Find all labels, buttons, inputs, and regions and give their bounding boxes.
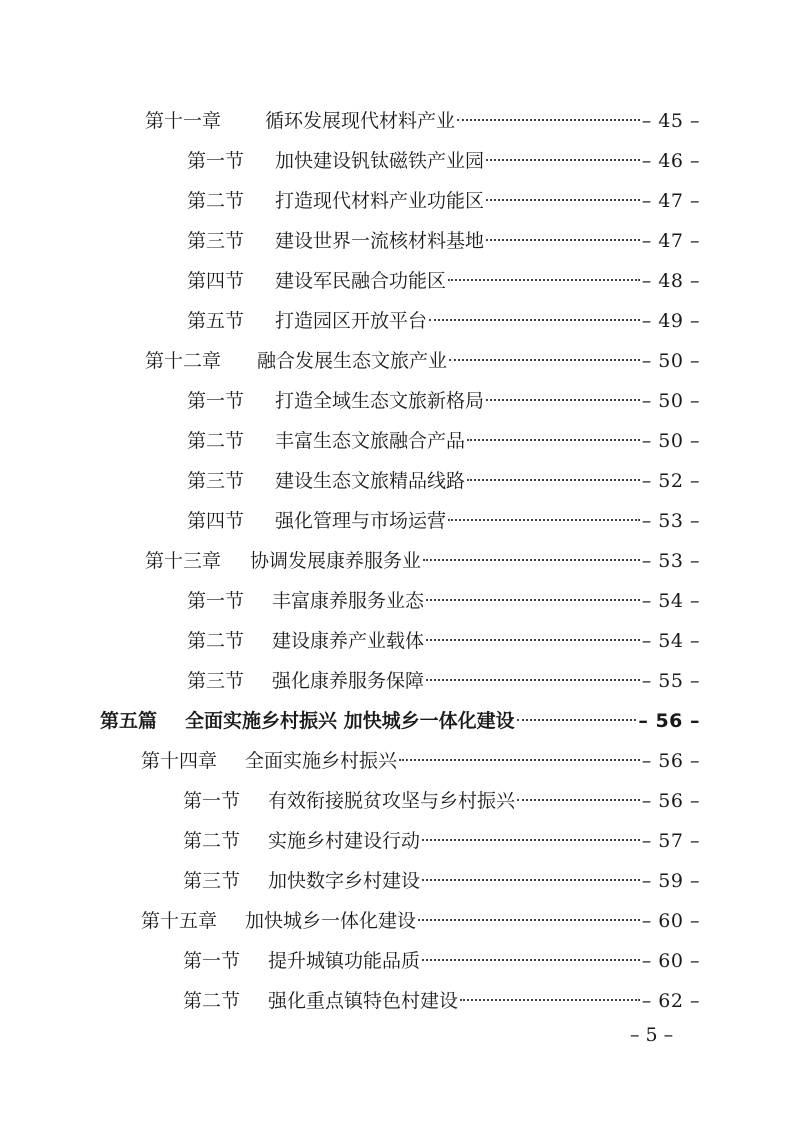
dot-leader xyxy=(486,159,640,161)
toc-entry-section[interactable] xyxy=(183,941,700,981)
toc-entry-title: 加快数字乡村建设 xyxy=(268,870,421,892)
toc-entry-page: – 54 – xyxy=(641,590,700,612)
toc-entry-label: 第十三章 xyxy=(145,550,222,572)
toc-entry-section[interactable] xyxy=(187,181,700,221)
toc-entry-section[interactable] xyxy=(183,981,700,1021)
toc-entry-page: – 45 – xyxy=(641,110,700,132)
page-number: – 5 – xyxy=(630,1024,674,1046)
toc-entry-section[interactable] xyxy=(187,301,700,341)
toc-entry-label: 第二节 xyxy=(187,190,245,212)
toc-entry-section[interactable] xyxy=(187,261,700,301)
toc-entry-chapter[interactable] xyxy=(145,101,700,141)
toc-entry-page: – 54 – xyxy=(641,630,700,652)
toc-entry-label: 第十二章 xyxy=(145,350,222,372)
dot-leader xyxy=(460,999,640,1001)
toc-entry-label: 第一节 xyxy=(187,390,245,412)
toc-entry-label: 第一节 xyxy=(183,950,241,972)
toc-entry-title: 协调发展康养服务业 xyxy=(250,550,422,572)
toc-entry-label: 第二节 xyxy=(187,430,245,452)
dot-leader xyxy=(486,199,640,201)
dot-leader xyxy=(426,639,640,641)
toc-entry-title: 建设军民融合功能区 xyxy=(275,270,447,292)
toc-entry-title: 全面实施乡村振兴 xyxy=(245,750,398,772)
toc-entry-section[interactable] xyxy=(187,421,700,461)
toc-entry-title: 融合发展生态文旅产业 xyxy=(257,350,448,372)
dot-leader xyxy=(423,559,640,561)
toc-entry-title: 建设康养产业载体 xyxy=(272,630,425,652)
toc-entry-page: – 49 – xyxy=(641,310,700,332)
toc-entry-page: – 47 – xyxy=(641,230,700,252)
toc-entry-title: 加快城乡一体化建设 xyxy=(245,910,417,932)
toc-entry-page: – 53 – xyxy=(641,550,700,572)
toc-entry-section[interactable] xyxy=(183,861,700,901)
toc-entry-label: 第一节 xyxy=(187,590,245,612)
dot-leader xyxy=(467,439,640,441)
toc-entry-chapter[interactable] xyxy=(141,741,700,781)
toc-entry-page: – 50 – xyxy=(641,430,700,452)
toc-entry-label: 第十一章 xyxy=(145,110,222,132)
toc-entry-title: 实施乡村建设行动 xyxy=(268,830,421,852)
dot-leader xyxy=(426,679,640,681)
toc-entry-section[interactable] xyxy=(187,381,700,421)
dot-leader xyxy=(418,919,640,921)
dot-leader xyxy=(467,479,640,481)
dot-leader xyxy=(422,839,640,841)
dot-leader xyxy=(486,239,640,241)
toc-entry-page: – 60 – xyxy=(641,950,700,972)
toc-entry-page: – 50 – xyxy=(641,390,700,412)
toc-entry-label: 第十四章 xyxy=(141,750,218,772)
toc-entry-title: 加快建设钒钛磁铁产业园 xyxy=(275,150,485,172)
dot-leader xyxy=(426,599,640,601)
toc-entry-title: 循环发展现代材料产业 xyxy=(265,110,456,132)
toc-entry-chapter[interactable] xyxy=(145,541,700,581)
dot-leader xyxy=(399,759,640,761)
toc-entry-title: 打造现代材料产业功能区 xyxy=(275,190,485,212)
dot-leader xyxy=(448,279,640,281)
toc-entry-label: 第三节 xyxy=(187,670,245,692)
toc-entry-page: – 59 – xyxy=(641,870,700,892)
toc-entry-page: – 62 – xyxy=(641,990,700,1012)
toc-entry-section[interactable] xyxy=(187,501,700,541)
dot-leader xyxy=(486,399,640,401)
toc-entry-page: – 53 – xyxy=(641,510,700,532)
toc-entry-title: 丰富生态文旅融合产品 xyxy=(275,430,466,452)
toc-entry-section[interactable] xyxy=(187,221,700,261)
toc-entry-page: – 47 – xyxy=(641,190,700,212)
toc-entry-title: 建设世界一流核材料基地 xyxy=(275,230,485,252)
toc-entry-label: 第五节 xyxy=(187,310,245,332)
toc-entry-label: 第四节 xyxy=(187,510,245,532)
dot-leader xyxy=(422,959,640,961)
toc-entry-page: – 60 – xyxy=(641,910,700,932)
dot-leader xyxy=(457,119,640,121)
toc-entry-page: – 56 – xyxy=(638,710,700,732)
toc-entry-page: – 55 – xyxy=(641,670,700,692)
toc-entry-page: – 52 – xyxy=(641,470,700,492)
toc-entry-label: 第一节 xyxy=(187,150,245,172)
toc-entry-page: – 46 – xyxy=(641,150,700,172)
dot-leader xyxy=(449,359,640,361)
toc-entry-label: 第一节 xyxy=(183,790,241,812)
toc-entry-title: 有效衔接脱贫攻坚与乡村振兴 xyxy=(268,790,516,812)
toc-entry-label: 第三节 xyxy=(187,230,245,252)
toc-entry-chapter[interactable] xyxy=(145,341,700,381)
toc-entry-label: 第五篇 xyxy=(100,710,158,732)
toc-entry-label: 第十五章 xyxy=(141,910,218,932)
toc-entry-section[interactable] xyxy=(187,141,700,181)
toc-entry-title: 强化管理与市场运营 xyxy=(275,510,447,532)
toc-entry-title: 打造全域生态文旅新格局 xyxy=(275,390,485,412)
toc-entry-section[interactable] xyxy=(187,621,700,661)
toc-entry-section[interactable] xyxy=(187,661,700,701)
toc-entry-title: 打造园区开放平台 xyxy=(275,310,428,332)
toc-entry-section[interactable] xyxy=(183,821,700,861)
toc-entry-label: 第三节 xyxy=(187,470,245,492)
toc-entry-title: 全面实施乡村振兴 加快城乡一体化建设 xyxy=(185,710,515,732)
dot-leader xyxy=(517,719,637,721)
toc-entry-title: 强化重点镇特色村建设 xyxy=(268,990,459,1012)
toc-entry-title: 建设生态文旅精品线路 xyxy=(275,470,466,492)
toc-entry-title: 强化康养服务保障 xyxy=(272,670,425,692)
dot-leader xyxy=(448,519,640,521)
toc-entry-part[interactable] xyxy=(100,701,700,741)
toc-entry-label: 第二节 xyxy=(183,990,241,1012)
toc-entry-page: – 50 – xyxy=(641,350,700,372)
toc-entry-page: – 57 – xyxy=(641,830,700,852)
toc-entry-page: – 56 – xyxy=(641,750,700,772)
toc-entry-label: 第二节 xyxy=(183,830,241,852)
toc-entry-section[interactable] xyxy=(183,781,700,821)
toc-entry-section[interactable] xyxy=(187,461,700,501)
toc-entry-title: 丰富康养服务业态 xyxy=(272,590,425,612)
toc-entry-section[interactable] xyxy=(187,581,700,621)
dot-leader xyxy=(422,879,640,881)
toc-entry-page: – 48 – xyxy=(641,270,700,292)
dot-leader xyxy=(517,799,640,801)
toc-entry-label: 第四节 xyxy=(187,270,245,292)
toc-entry-chapter[interactable] xyxy=(141,901,700,941)
toc-entry-title: 提升城镇功能品质 xyxy=(268,950,421,972)
toc-entry-label: 第二节 xyxy=(187,630,245,652)
toc-entry-page: – 56 – xyxy=(641,790,700,812)
dot-leader xyxy=(429,319,640,321)
toc-entry-label: 第三节 xyxy=(183,870,241,892)
